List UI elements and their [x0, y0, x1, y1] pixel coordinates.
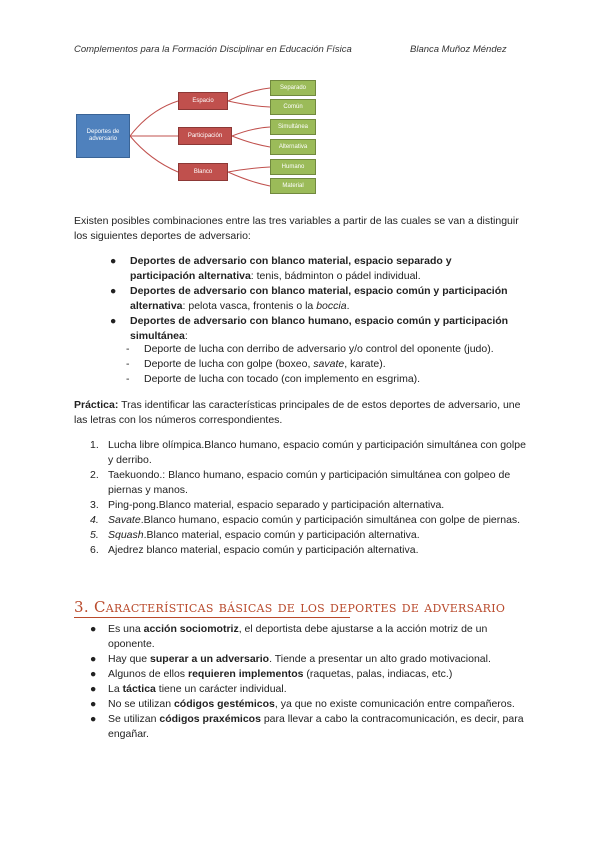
practice-label: Práctica: — [74, 399, 119, 411]
diagram-root-node: Deportes de adversario — [76, 114, 130, 158]
dash-icon: - — [126, 358, 130, 370]
bullet-icon: ● — [90, 713, 97, 725]
list-item: ● Es una acción sociomotriz, el deportista debe ajustarse a la acción motriz de un oponente. — [90, 623, 488, 650]
bullet-icon: ● — [90, 698, 97, 710]
list-item: ● Deportes de adversario con blanco humano, espacio común y participación simultánea: — [110, 315, 509, 342]
list-item: 1. Lucha libre olímpica.Blanco humano, espacio común y participación simultánea con golpe y derribo. — [90, 439, 526, 466]
diagram-leaf-alternativa: Alternativa — [270, 139, 316, 155]
diagram-leaf-material: Material — [270, 178, 316, 194]
combat-subitems — [126, 342, 544, 387]
header-author: Blanca Muñoz Méndez — [410, 44, 507, 55]
list-item: 6. Ajedrez blanco material, espacio común y participación alternativa. — [90, 544, 419, 556]
diagram-leaf-simultanea: Simultánea — [270, 119, 316, 135]
list-item: - Deporte de lucha con derribo de adversario y/o control del oponente (judo). — [126, 343, 494, 355]
header-course-title: Complementos para la Formación Disciplinar en Educación Física — [74, 44, 352, 55]
dash-icon: - — [126, 373, 130, 385]
connector-blanco-material — [228, 172, 270, 186]
list-item: - Deporte de lucha con golpe (boxeo, savate, karate). — [126, 358, 386, 370]
connector-participacion-simultanea — [232, 127, 270, 136]
connector-blanco-humano — [228, 167, 270, 172]
sports-list — [110, 254, 510, 344]
list-item: ● Hay que superar a un adversario. Tiende a presentar un alto grado motivacional. — [90, 653, 491, 665]
connector-espacio-separado — [228, 88, 270, 101]
bullet-icon: ● — [110, 285, 117, 297]
answers-list — [90, 438, 528, 558]
list-item: - Deporte de lucha con tocado (con implemento en esgrima). — [126, 373, 421, 385]
list-item: ● Algunos de ellos requieren implementos (raquetas, palas, indiacas, etc.) — [90, 668, 453, 680]
list-item: 4. Savate.Blanco humano, espacio común y participación simultánea con golpe de piernas. — [90, 514, 521, 526]
section-heading-underline — [74, 617, 350, 618]
list-item: 2. Taekuondo.: Blanco humano, espacio común y participación simultánea con golpeo de piernas y manos. — [90, 469, 511, 496]
connector-espacio-comun — [228, 101, 270, 107]
bullet-icon: ● — [90, 683, 97, 695]
connector-participacion-alternativa — [232, 136, 270, 147]
section-heading: 3. Características básicas de los deportes de adversario — [74, 598, 506, 616]
features-list — [90, 622, 528, 742]
bullet-icon: ● — [90, 623, 97, 635]
sports-classification-diagram — [0, 0, 600, 210]
intro-paragraph: Existen posibles combinaciones entre las tres variables a partir de las cuales se van a distinguir los siguientes deportes de adversario: — [74, 215, 519, 242]
diagram-leaf-separado: Separado — [270, 80, 316, 96]
diagram-leaf-comun: Común — [270, 99, 316, 115]
list-item: ● Deportes de adversario con blanco material, espacio separado y participación alternativa: tenis, bádminton o pádel individual. — [110, 255, 452, 282]
list-item: ● La táctica tiene un carácter individual. — [90, 683, 287, 695]
diagram-branch-espacio: Espacio — [178, 92, 228, 110]
practice-paragraph: Práctica: Tras identificar las características principales de de estos deportes de adversario, une las letras con los números correspondientes. — [74, 399, 521, 426]
diagram-leaf-humano: Humano — [270, 159, 316, 175]
list-item: 5. Squash.Blanco material, espacio común y participación alternativa. — [90, 529, 420, 541]
connector-root-espacio — [130, 101, 178, 136]
bullet-icon: ● — [110, 315, 117, 327]
list-item: ● Se utilizan códigos praxémicos para llevar a cabo la contracomunicación, es decir, para engañar. — [90, 713, 524, 740]
diagram-branch-blanco: Blanco — [178, 163, 228, 181]
list-item: 3. Ping-pong.Blanco material, espacio separado y participación alternativa. — [90, 499, 445, 511]
list-item: ● Deportes de adversario con blanco material, espacio común y participación alternativa: pelota vasca, frontenis o la boccia. — [110, 285, 508, 312]
bullet-icon: ● — [90, 668, 97, 680]
dash-icon: - — [126, 343, 130, 355]
bullet-icon: ● — [110, 255, 117, 267]
bullet-icon: ● — [90, 653, 97, 665]
connector-root-blanco — [130, 136, 178, 172]
diagram-branch-participacion: Participación — [178, 127, 232, 145]
list-item: ● No se utilizan códigos gestémicos, ya que no existe comunicación entre compañeros. — [90, 698, 515, 710]
